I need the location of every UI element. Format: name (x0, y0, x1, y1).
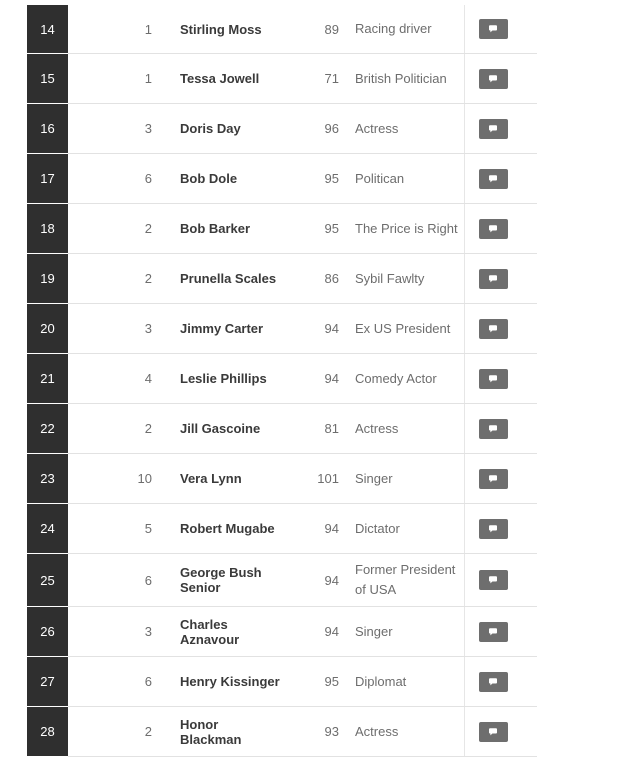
table-row (27, 304, 537, 354)
action-cell (465, 104, 521, 153)
action-cell (465, 707, 521, 756)
age-cell: 94 (324, 371, 339, 386)
comment-icon (488, 275, 498, 283)
count-cell: 1 (144, 71, 152, 86)
rank-cell: 15 (27, 54, 68, 104)
rank-cell: 17 (27, 154, 68, 204)
comment-icon (488, 628, 498, 636)
comment-icon (488, 475, 498, 483)
table-row (27, 354, 537, 404)
description-cell: Actress (347, 104, 465, 153)
name-cell: Bob Dole (180, 171, 238, 186)
comment-button[interactable] (479, 519, 508, 539)
celebrity-deadpool-table (27, 0, 537, 757)
comment-button[interactable] (479, 469, 508, 489)
comment-button[interactable] (479, 622, 508, 642)
name-cell: Stirling Moss (180, 21, 262, 37)
count-cell: 2 (144, 221, 152, 236)
rank-cell: 19 (27, 254, 68, 304)
rank-cell: 20 (27, 304, 68, 354)
count-cell: 6 (144, 171, 152, 186)
action-cell (465, 354, 521, 403)
description-cell: Comedy Actor (347, 354, 465, 403)
age-cell: 96 (324, 121, 339, 136)
rank-cell: 16 (27, 104, 68, 154)
count-cell: 1 (144, 21, 152, 37)
count-cell: 2 (144, 421, 152, 436)
age-cell: 81 (324, 421, 339, 436)
description-cell: Former President of USA (347, 554, 465, 606)
count-cell: 3 (144, 121, 152, 136)
age-cell: 101 (317, 471, 339, 486)
comment-icon (488, 425, 498, 433)
comment-button[interactable] (479, 69, 508, 89)
action-cell (465, 404, 521, 453)
name-cell: Jill Gascoine (180, 421, 261, 436)
age-cell: 94 (324, 521, 339, 536)
age-cell: 71 (324, 71, 339, 86)
comment-button[interactable] (479, 269, 508, 289)
age-cell: 86 (324, 271, 339, 286)
description-cell: The Price is Right (347, 204, 465, 253)
description-cell: Actress (347, 707, 465, 756)
table-row (27, 104, 537, 154)
comment-icon (488, 175, 498, 183)
comment-icon (488, 75, 498, 83)
action-cell (465, 554, 521, 606)
age-cell: 95 (324, 221, 339, 236)
rank-cell: 26 (27, 607, 68, 657)
table-row (27, 404, 537, 454)
count-cell: 3 (144, 624, 152, 639)
name-cell: Bob Barker (180, 221, 251, 236)
rank-cell: 14 (27, 5, 68, 54)
comment-icon (488, 25, 498, 33)
comment-icon (488, 325, 498, 333)
comment-icon (488, 525, 498, 533)
table-row (27, 657, 537, 707)
name-cell: Leslie Phillips (180, 371, 267, 386)
description-cell: Sybil Fawlty (347, 254, 465, 303)
table-row (27, 54, 537, 104)
comment-button[interactable] (479, 419, 508, 439)
table-row (27, 504, 537, 554)
action-cell (465, 304, 521, 353)
rank-cell: 28 (27, 707, 68, 757)
comment-button[interactable] (479, 570, 508, 590)
action-cell (465, 607, 521, 656)
description-cell: Dictator (347, 504, 465, 553)
name-cell: George Bush Senior (180, 565, 262, 595)
action-cell (465, 454, 521, 503)
comment-button[interactable] (479, 169, 508, 189)
comment-icon (488, 375, 498, 383)
name-cell: Charles Aznavour (180, 616, 240, 647)
count-cell: 5 (144, 521, 152, 536)
action-cell (465, 504, 521, 553)
table-row (27, 554, 537, 607)
rank-cell: 25 (27, 554, 68, 607)
description-cell: Singer (347, 607, 465, 656)
description-cell: Actress (347, 404, 465, 453)
age-cell: 95 (324, 674, 339, 689)
rank-cell: 23 (27, 454, 68, 504)
comment-icon (488, 678, 498, 686)
age-cell: 94 (324, 624, 339, 639)
age-cell: 93 (324, 724, 339, 739)
description-cell: Singer (347, 454, 465, 503)
table-row (27, 707, 537, 757)
table-row (27, 254, 537, 304)
count-cell: 2 (144, 271, 152, 286)
action-cell (465, 204, 521, 253)
age-cell: 94 (324, 572, 339, 588)
table-row (27, 204, 537, 254)
rank-cell: 22 (27, 404, 68, 454)
comment-button[interactable] (479, 219, 508, 239)
name-cell: Tessa Jowell (180, 71, 260, 86)
name-cell: Prunella Scales (180, 271, 277, 286)
comment-icon (488, 576, 498, 584)
comment-icon (488, 225, 498, 233)
count-cell: 6 (144, 674, 152, 689)
table-row (27, 607, 537, 657)
description-cell: Racing driver (347, 5, 465, 53)
table-row (27, 154, 537, 204)
count-cell: 6 (144, 572, 152, 588)
comment-button[interactable] (479, 672, 508, 692)
rank-cell: 18 (27, 204, 68, 254)
action-cell (465, 5, 521, 53)
comment-icon (488, 728, 498, 736)
count-cell: 4 (144, 371, 152, 386)
rank-cell: 27 (27, 657, 68, 707)
rank-cell: 24 (27, 504, 68, 554)
comment-icon (488, 125, 498, 133)
name-cell: Doris Day (180, 121, 241, 136)
age-cell: 95 (324, 171, 339, 186)
name-cell: Robert Mugabe (180, 521, 275, 536)
table-row (27, 0, 537, 54)
action-cell (465, 254, 521, 303)
description-cell: Diplomat (347, 657, 465, 706)
comment-button[interactable] (479, 19, 508, 39)
action-cell (465, 657, 521, 706)
age-cell: 94 (324, 321, 339, 336)
comment-button[interactable] (479, 319, 508, 339)
action-cell (465, 154, 521, 203)
description-cell: British Politician (347, 54, 465, 103)
count-cell: 10 (137, 471, 152, 486)
name-cell: Vera Lynn (180, 471, 242, 486)
comment-button[interactable] (479, 369, 508, 389)
age-cell: 89 (324, 21, 339, 37)
name-cell: Jimmy Carter (180, 321, 264, 336)
count-cell: 3 (144, 321, 152, 336)
comment-button[interactable] (479, 722, 508, 742)
description-cell: Ex US President (347, 304, 465, 353)
table-row (27, 454, 537, 504)
comment-button[interactable] (479, 119, 508, 139)
name-cell: Honor Blackman (180, 716, 242, 747)
count-cell: 2 (144, 724, 152, 739)
name-cell: Henry Kissinger (180, 674, 280, 689)
description-cell: Politican (347, 154, 465, 203)
action-cell (465, 54, 521, 103)
rank-cell: 21 (27, 354, 68, 404)
